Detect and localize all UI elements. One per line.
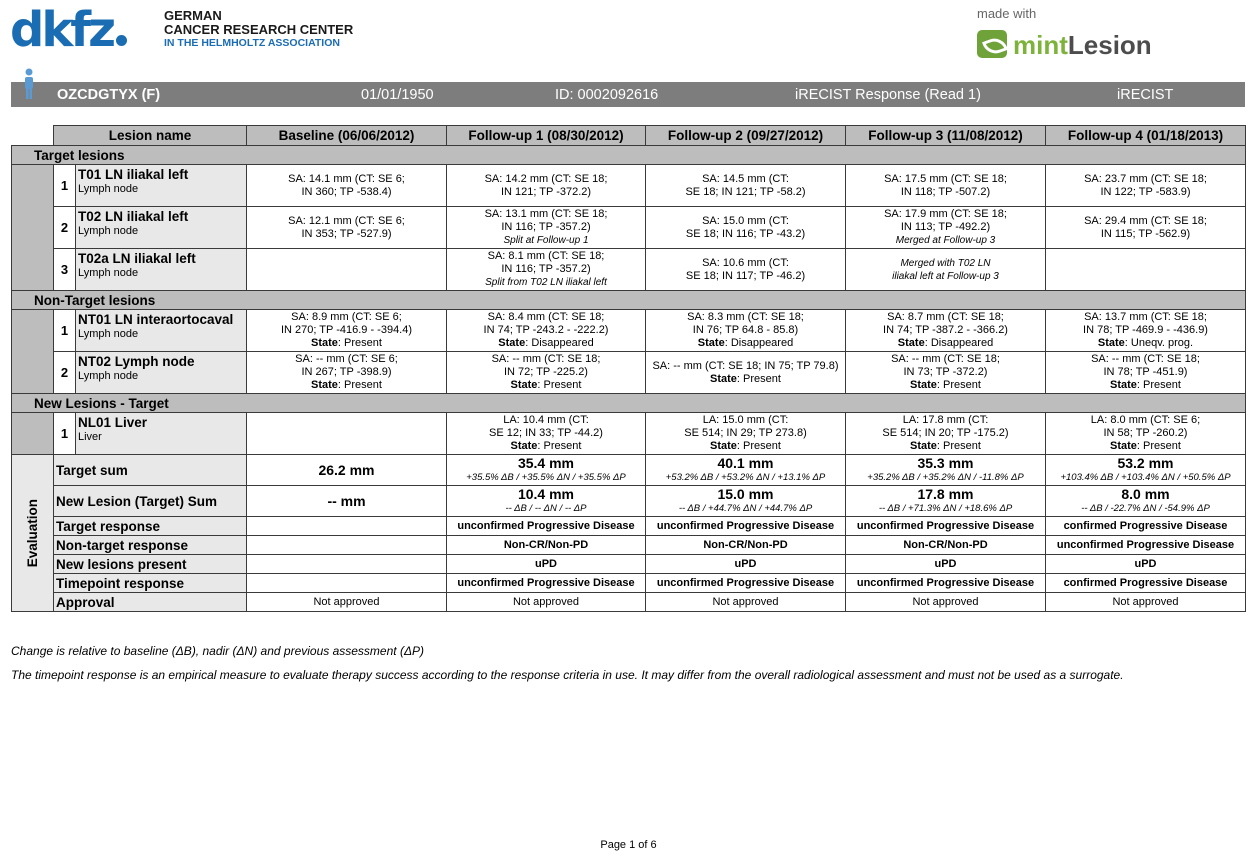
lesion-type: Lymph node — [78, 370, 139, 382]
timepoint-header: Follow-up 2 (09/27/2012) — [646, 126, 846, 146]
org-line-1: GERMAN — [164, 8, 222, 23]
measurement-line: SE 18; IN 116; TP -43.2) — [685, 227, 806, 240]
state-value: Disappeared — [531, 337, 594, 349]
measurement-line: IN 122; TP -583.9) — [1100, 185, 1191, 198]
section-side-cell — [12, 310, 54, 394]
measurement-line: SA: 14.2 mm (CT: SE 18; — [484, 172, 608, 185]
dkfz-logo-dot — [116, 35, 127, 46]
lesion-number: 1 — [54, 413, 76, 455]
measurement-cell — [247, 310, 447, 352]
state-line: State: Present — [710, 440, 781, 452]
state-label: State — [1110, 379, 1137, 391]
state-value: Present — [543, 379, 582, 391]
sum-value: 15.0 mm — [717, 486, 774, 502]
state-value: Present — [344, 337, 382, 349]
measurement-line: SA: 29.4 mm (CT: SE 18; — [1084, 214, 1207, 227]
sum-value: 8.0 mm — [1121, 486, 1170, 502]
org-line-2: CANCER RESEARCH CENTER — [164, 22, 354, 37]
read-label: iRECIST Response (Read 1) — [795, 87, 981, 103]
measurement-cell — [846, 352, 1046, 394]
measurement-line: IN 353; TP -527.9) — [301, 227, 392, 240]
sum-cell — [447, 455, 646, 486]
section-row — [12, 291, 1246, 310]
lesion-row — [12, 352, 1246, 394]
measurement-line: SA: 23.7 mm (CT: SE 18; — [1084, 172, 1207, 185]
response-cell: unconfirmed Progressive Disease — [646, 574, 846, 593]
state-label: State — [311, 337, 338, 349]
sum-cell — [1046, 486, 1246, 517]
measurement-line: SA: 13.1 mm (CT: SE 18; — [484, 208, 608, 220]
lesion-row — [12, 249, 1246, 291]
lesion-note: Split at Follow-up 1 — [503, 235, 589, 246]
measurement-line: IN 360; TP -538.4) — [301, 185, 392, 198]
measurement-line: IN 74; TP -387.2 - -366.2) — [883, 324, 1008, 336]
state-value: Present — [344, 379, 382, 391]
measurement-line: SA: 8.4 mm (CT: SE 18; — [487, 311, 605, 323]
measurement-line: SA: -- mm (CT: SE 18; — [1091, 353, 1200, 365]
state-label: State — [510, 379, 538, 391]
measurement-line: SA: -- mm (CT: SE 18; — [491, 353, 601, 365]
measurement-line: SA: 12.1 mm (CT: SE 6; — [288, 214, 405, 227]
evaluation-row — [12, 486, 1246, 517]
sum-delta: -- ΔB / -- ΔN / -- ΔP — [505, 503, 587, 514]
response-cell: unconfirmed Progressive Disease — [447, 517, 646, 536]
state-label: State — [910, 440, 937, 452]
state-value: Present — [743, 440, 781, 452]
sum-delta: +103.4% ΔB / +103.4% ΔN / +50.5% ΔP — [1060, 472, 1231, 483]
section-title: New Lesions - Target — [12, 394, 1246, 413]
response-cell: unconfirmed Progressive Disease — [447, 574, 646, 593]
measurement-line: SA: -- mm (CT: SE 6; — [295, 353, 398, 365]
response-cell: Non-CR/Non-PD — [646, 536, 846, 555]
evaluation-row-label: New lesions present — [54, 555, 247, 574]
lesion-number: 1 — [54, 165, 76, 207]
measurement-line: IN 74; TP -243.2 - -222.2) — [483, 324, 609, 336]
response-cell: unconfirmed Progressive Disease — [846, 517, 1046, 536]
evaluation-row-label: Target response — [54, 517, 247, 536]
measurement-cell — [1046, 249, 1246, 291]
sum-delta: +53.2% ΔB / +53.2% ΔN / +13.1% ΔP — [665, 472, 826, 483]
sum-cell — [846, 455, 1046, 486]
page-number: Page 1 of 6 — [600, 839, 657, 851]
response-cell: unconfirmed Progressive Disease — [646, 517, 846, 536]
measurement-line: IN 78; TP -469.9 - -436.9) — [1083, 324, 1208, 336]
state-value: Uneqv. prog. — [1130, 337, 1194, 349]
lesion-row — [12, 207, 1246, 249]
sum-value: 26.2 mm — [318, 461, 375, 478]
timepoint-header: Follow-up 4 (01/18/2013) — [1046, 126, 1246, 146]
measurement-line: SA: 14.1 mm (CT: SE 6; — [288, 172, 405, 185]
state-line: State: Present — [510, 440, 582, 452]
state-value: Disappeared — [730, 337, 794, 349]
made-with-label: made with — [977, 6, 1037, 21]
sum-value: 35.4 mm — [517, 455, 575, 471]
sum-value: 35.3 mm — [917, 455, 974, 471]
lesion-type: Lymph node — [78, 183, 139, 195]
lesion-type: Lymph node — [78, 328, 139, 340]
measurement-line: SA: 17.9 mm (CT: SE 18; — [884, 208, 1007, 220]
state-line: State: Disappeared — [498, 337, 594, 349]
measurement-line: IN 121; TP -372.2) — [500, 185, 592, 198]
measurement-line: IN 115; TP -562.9) — [1100, 227, 1191, 240]
measurement-line: LA: 15.0 mm (CT: — [702, 414, 789, 426]
patient-name: OZCDGTYX (F) — [57, 87, 161, 103]
measurement-line: SA: 13.7 mm (CT: SE 18; — [1084, 311, 1207, 323]
approval-cell: Not approved — [646, 593, 846, 612]
approval-cell: Not approved — [846, 593, 1046, 612]
state-label: State — [510, 440, 538, 452]
timepoint-header: Baseline (06/06/2012) — [247, 126, 447, 146]
measurement-line: IN 116; TP -357.2) — [501, 263, 591, 275]
state-label: State — [710, 372, 737, 385]
measurement-line: SA: 8.7 mm (CT: SE 18; — [887, 311, 1004, 323]
sum-cell — [1046, 455, 1246, 486]
evaluation-row — [12, 593, 1246, 612]
measurement-cell — [447, 207, 646, 249]
measurement-line: SE 18; IN 121; TP -58.2) — [685, 185, 806, 198]
mint-word: mint — [1013, 30, 1068, 60]
state-value: Present — [743, 372, 781, 385]
state-label: State — [910, 379, 937, 391]
evaluation-row — [12, 574, 1246, 593]
measurement-line: IN 58; TP -260.2) — [1103, 427, 1188, 439]
measurement-line: LA: 17.8 mm (CT: — [902, 414, 989, 426]
measurement-line: SA: 10.6 mm (CT: — [702, 256, 789, 269]
state-label: State — [498, 337, 526, 349]
lesion-row — [12, 310, 1246, 352]
measurement-cell — [646, 165, 846, 207]
lesion-row — [12, 165, 1246, 207]
lesion-note: Split from T02 LN iliakal left — [485, 277, 607, 288]
measurement-line: SA: 15.0 mm (CT: — [702, 214, 789, 227]
lesion-name-cell — [76, 413, 247, 455]
sum-delta: -- ΔB / +44.7% ΔN / +44.7% ΔP — [678, 503, 813, 514]
measurement-line: SE 12; IN 33; TP -44.2) — [489, 427, 603, 439]
lesion-note: Merged with T02 LN — [900, 257, 991, 269]
response-cell — [247, 555, 447, 574]
measurement-cell — [247, 165, 447, 207]
sum-cell — [646, 486, 846, 517]
state-value: Present — [943, 440, 981, 452]
lesion-type: Liver — [78, 431, 102, 443]
measurement-line: SA: 8.9 mm (CT: SE 6; — [291, 311, 402, 323]
sum-cell — [247, 455, 447, 486]
criteria-label: iRECIST — [1117, 87, 1174, 103]
evaluation-label: Evaluation — [25, 498, 40, 568]
state-line: State: Present — [510, 379, 582, 391]
measurement-line: IN 73; TP -372.2) — [903, 366, 988, 378]
state-value: Present — [543, 440, 582, 452]
state-label: State — [311, 379, 338, 391]
section-side-cell — [12, 413, 54, 455]
measurement-cell — [447, 352, 646, 394]
measurement-line: SA: 8.1 mm (CT: SE 18; — [487, 250, 605, 262]
lesion-name: T02a LN iliakal left — [78, 251, 196, 266]
evaluation-row — [12, 517, 1246, 536]
evaluation-row-label: Timepoint response — [54, 574, 247, 593]
measurement-cell — [646, 207, 846, 249]
state-label: State — [697, 337, 725, 349]
state-line: State: Present — [311, 337, 382, 349]
response-cell: confirmed Progressive Disease — [1046, 517, 1246, 536]
evaluation-row-label: Approval — [54, 593, 247, 612]
measurement-line: IN 270; TP -416.9 - -394.4) — [280, 324, 413, 336]
response-cell: confirmed Progressive Disease — [1046, 574, 1246, 593]
lesion-type: Lymph node — [78, 267, 139, 279]
state-value: Present — [1143, 379, 1181, 391]
lesion-number: 2 — [54, 207, 76, 249]
state-label: State — [897, 337, 925, 349]
measurement-line: IN 267; TP -398.9) — [301, 366, 392, 378]
state-line: State: Present — [910, 379, 981, 391]
sum-value: -- mm — [327, 492, 366, 509]
section-row — [12, 394, 1246, 413]
measurement-cell — [1046, 310, 1246, 352]
lesion-name: NL01 Liver — [78, 415, 148, 430]
sum-delta: -- ΔB / +71.3% ΔN / +18.6% ΔP — [878, 503, 1013, 514]
measurement-cell — [447, 413, 646, 455]
person-icon — [22, 68, 36, 100]
measurement-line: SE 514; IN 20; TP -175.2) — [882, 427, 1009, 439]
lesion-name-cell — [76, 352, 247, 394]
measurement-line: LA: 10.4 mm (CT: — [503, 414, 589, 426]
evaluation-row — [12, 555, 1246, 574]
org-line-3: IN THE HELMHOLTZ ASSOCIATION — [164, 37, 340, 49]
state-line: State: Present — [910, 440, 981, 452]
measurement-cell — [247, 249, 447, 291]
lesion-name: NT02 Lymph node — [78, 354, 195, 369]
measurement-cell — [846, 165, 1046, 207]
state-line: State: Present — [710, 372, 781, 385]
measurement-cell — [247, 207, 447, 249]
measurement-line: IN 113; TP -492.2) — [900, 221, 991, 233]
patient-bar — [11, 82, 1245, 107]
response-cell — [247, 536, 447, 555]
lesion-name-cell — [76, 249, 247, 291]
state-label: State — [710, 440, 737, 452]
lesion-number: 2 — [54, 352, 76, 394]
measurement-cell — [247, 352, 447, 394]
evaluation-row — [12, 536, 1246, 555]
measurement-line: IN 78; TP -451.9) — [1103, 366, 1188, 378]
sum-value: 10.4 mm — [517, 486, 575, 502]
evaluation-row — [12, 455, 1246, 486]
lesion-name-cell — [76, 310, 247, 352]
state-value: Disappeared — [930, 337, 994, 349]
approval-cell: Not approved — [247, 593, 447, 612]
measurement-cell — [247, 413, 447, 455]
column-header-row — [12, 126, 1246, 146]
measurement-cell — [447, 249, 646, 291]
approval-cell: Not approved — [1046, 593, 1246, 612]
response-cell: uPD — [646, 555, 846, 574]
state-line: State: Disappeared — [897, 337, 994, 349]
sum-value: 17.8 mm — [917, 486, 974, 502]
patient-id: ID: 0002092616 — [555, 87, 659, 103]
state-label: State — [1110, 440, 1137, 452]
measurement-cell — [1046, 207, 1246, 249]
measurement-line: SE 514; IN 29; TP 273.8) — [684, 427, 807, 439]
measurement-cell — [1046, 165, 1246, 207]
evaluation-row-label: Target sum — [54, 455, 247, 486]
report-table-body — [12, 126, 1246, 612]
measurement-cell — [846, 207, 1046, 249]
state-line: State: Uneqv. prog. — [1097, 337, 1194, 349]
section-title: Target lesions — [12, 146, 1246, 165]
lesion-name-cell — [76, 165, 247, 207]
measurement-line: SE 18; IN 117; TP -46.2) — [685, 269, 806, 282]
measurement-cell — [846, 310, 1046, 352]
measurement-cell — [646, 310, 846, 352]
dkfz-logo — [10, 2, 127, 58]
footnote-change: Change is relative to baseline (ΔB), nadir (ΔN) and previous assessment (ΔP) — [11, 644, 424, 658]
sum-delta: -- ΔB / -22.7% ΔN / -54.9% ΔP — [1081, 503, 1210, 514]
measurement-line: SA: 17.5 mm (CT: SE 18; — [884, 172, 1007, 185]
measurement-line: IN 76; TP 64.8 - 85.8) — [692, 324, 799, 336]
lesion-type: Lymph node — [78, 225, 139, 237]
mint-lesion-logo — [1013, 30, 1152, 60]
state-line: State: Present — [1110, 379, 1181, 391]
lesion-name-header: Lesion name — [54, 126, 247, 146]
response-cell: uPD — [846, 555, 1046, 574]
measurement-line: LA: 8.0 mm (CT: SE 6; — [1090, 414, 1201, 426]
measurement-cell — [846, 249, 1046, 291]
lesion-word: Lesion — [1067, 30, 1152, 60]
timepoint-header: Follow-up 3 (11/08/2012) — [846, 126, 1046, 146]
dkfz-logo-text: dkfz — [10, 2, 114, 58]
response-cell — [247, 574, 447, 593]
lesion-note: Merged at Follow-up 3 — [895, 235, 996, 246]
timepoint-header: Follow-up 1 (08/30/2012) — [447, 126, 646, 146]
measurement-line: SA: -- mm (CT: SE 18; IN 75; TP 79.8) — [652, 359, 839, 372]
approval-cell: Not approved — [447, 593, 646, 612]
response-cell: Non-CR/Non-PD — [846, 536, 1046, 555]
sum-delta: +35.2% ΔB / +35.2% ΔN / -11.8% ΔP — [867, 472, 1024, 483]
measurement-line: SA: 14.5 mm (CT: — [702, 172, 789, 185]
evaluation-row-label: Non-target response — [54, 536, 247, 555]
response-cell: uPD — [447, 555, 646, 574]
section-title: Non-Target lesions — [12, 291, 1246, 310]
response-cell: Non-CR/Non-PD — [447, 536, 646, 555]
measurement-line: IN 116; TP -357.2) — [501, 221, 591, 233]
measurement-cell — [447, 165, 646, 207]
state-value: Present — [1143, 440, 1181, 452]
patient-dob: 01/01/1950 — [361, 87, 434, 103]
state-line: State: Present — [311, 379, 382, 391]
measurement-cell — [1046, 352, 1246, 394]
sum-cell — [247, 486, 447, 517]
footnote-timepoint: The timepoint response is an empirical measure to evaluate therapy success according to the response criteria in use. It may differ from the overall radiological assessment and must not be used as a surrogate. — [11, 668, 1124, 682]
lesion-number: 1 — [54, 310, 76, 352]
sum-cell — [447, 486, 646, 517]
lesion-name: NT01 LN interaortocaval — [78, 312, 234, 327]
response-cell — [247, 517, 447, 536]
state-line: State: Present — [1110, 440, 1181, 452]
lesion-name: T01 LN iliakal left — [78, 167, 189, 182]
report-table — [11, 125, 1246, 612]
lesion-row — [12, 413, 1246, 455]
measurement-cell — [846, 413, 1046, 455]
sum-value: 40.1 mm — [717, 455, 774, 471]
dkfz-org-name — [164, 9, 353, 49]
section-row — [12, 146, 1246, 165]
measurement-cell — [646, 249, 846, 291]
measurement-line: SA: 8.3 mm (CT: SE 18; — [687, 311, 804, 323]
sum-cell — [846, 486, 1046, 517]
corner-cell — [12, 126, 54, 146]
lesion-note: iliakal left at Follow-up 3 — [892, 270, 999, 282]
measurement-line: IN 118; TP -507.2) — [900, 185, 991, 198]
state-value: Present — [943, 379, 981, 391]
sum-cell — [646, 455, 846, 486]
state-label: State — [1097, 337, 1125, 349]
section-side-cell — [12, 165, 54, 291]
state-line: State: Disappeared — [697, 337, 794, 349]
sum-value: 53.2 mm — [1117, 455, 1174, 471]
response-cell: uPD — [1046, 555, 1246, 574]
measurement-cell — [447, 310, 646, 352]
measurement-line: IN 72; TP -225.2) — [504, 366, 588, 378]
lesion-name: T02 LN iliakal left — [78, 209, 189, 224]
lesion-name-cell — [76, 207, 247, 249]
evaluation-row-label: New Lesion (Target) Sum — [54, 486, 247, 517]
measurement-cell — [646, 413, 846, 455]
measurement-line: SA: -- mm (CT: SE 18; — [891, 353, 1000, 365]
mint-leaf-icon — [977, 30, 1007, 58]
response-cell: unconfirmed Progressive Disease — [1046, 536, 1246, 555]
lesion-number: 3 — [54, 249, 76, 291]
measurement-cell — [1046, 413, 1246, 455]
measurement-cell — [646, 352, 846, 394]
response-cell: unconfirmed Progressive Disease — [846, 574, 1046, 593]
evaluation-side-cell — [12, 455, 54, 612]
sum-delta: +35.5% ΔB / +35.5% ΔN / +35.5% ΔP — [466, 472, 626, 483]
